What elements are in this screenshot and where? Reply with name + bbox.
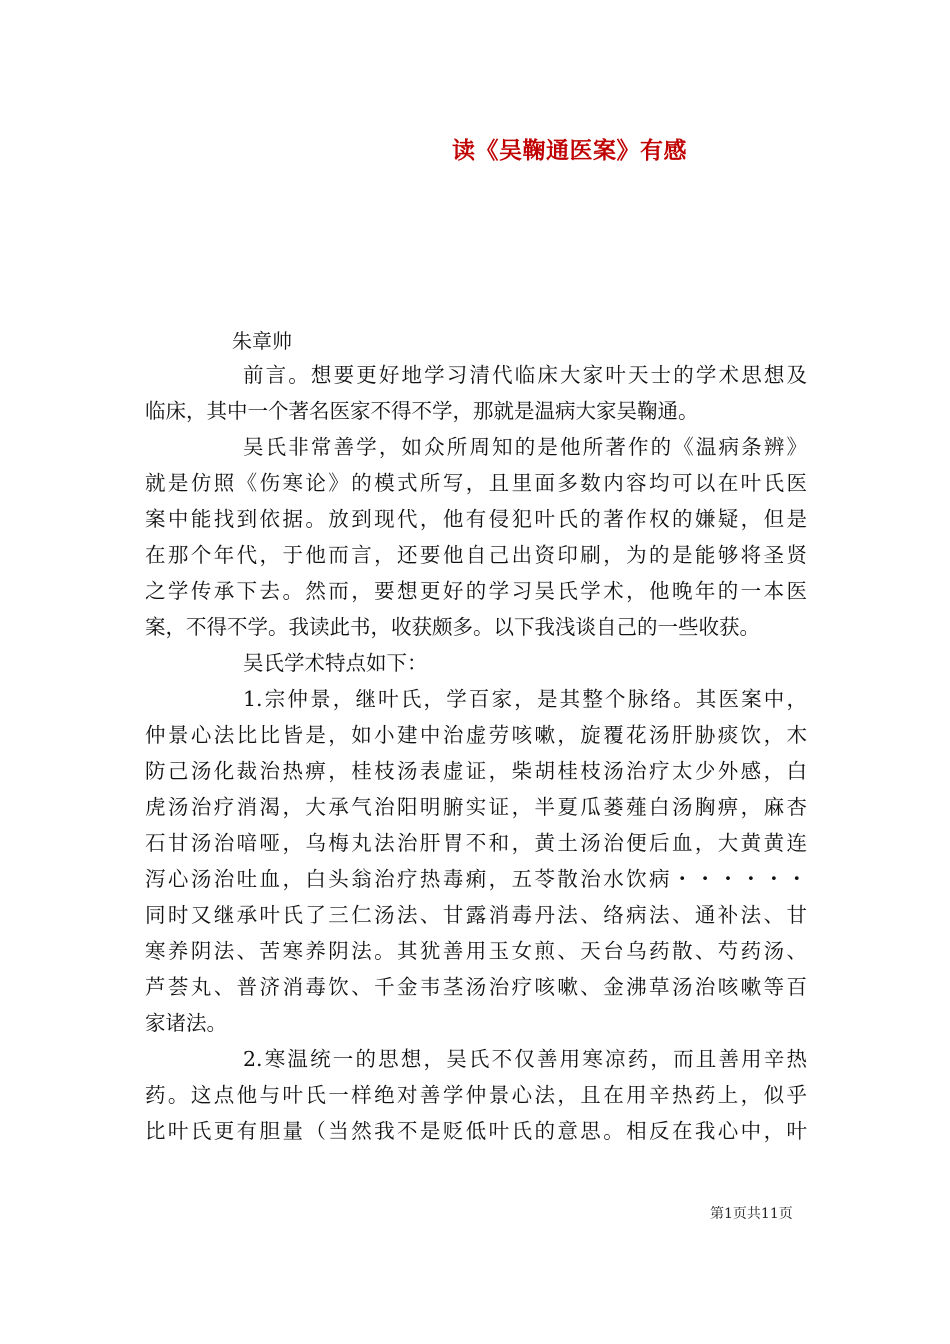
text-line: 就是仿照《伤寒论》的模式所写，且里面多数内容均可以在叶氏医 xyxy=(145,471,807,495)
text-line: 石甘汤治喑哑，乌梅丸法治肝胃不和，黄土汤治便后血，大黄黄连 xyxy=(145,831,807,855)
text-line: 之学传承下去。然而，要想更好的学习吴氏学术，他晚年的一本医 xyxy=(145,579,807,603)
document-title: 读《吴鞠通医案》有感 xyxy=(452,137,687,164)
text-line: 吴氏非常善学，如众所周知的是他所著作的《温病条辨》 xyxy=(243,435,807,459)
text-line: 药。这点他与叶氏一样绝对善学仲景心法，且在用辛热药上，似乎 xyxy=(145,1083,807,1107)
text-line: 2.寒温统一的思想，吴氏不仅善用寒凉药，而且善用辛热 xyxy=(243,1047,807,1071)
page-footer: 第1页共11页 xyxy=(710,1206,793,1222)
text-line: 案，不得不学。我读此书，收获颇多。以下我浅谈自己的一些收获。 xyxy=(145,615,760,639)
text-line: 1.宗仲景，继叶氏，学百家，是其整个脉络。其医案中， xyxy=(243,687,807,711)
text-line: 案中能找到依据。放到现代，他有侵犯叶氏的著作权的嫌疑，但是 xyxy=(145,507,807,531)
text-line: 芦荟丸、普济消毒饮、千金韦茎汤治疗咳嗽、金沸草汤治咳嗽等百 xyxy=(145,975,807,999)
text-line: 吴氏学术特点如下： xyxy=(243,651,428,675)
text-line: 临床，其中一个著名医家不得不学，那就是温病大家吴鞠通。 xyxy=(145,399,699,423)
text-line: 仲景心法比比皆是，如小建中治虚劳咳嗽，旋覆花汤肝胁痰饮，木 xyxy=(145,723,807,747)
text-line: 泻心汤治吐血，白头翁治疗热毒痢，五苓散治水饮病・・・・・・ xyxy=(145,867,807,891)
text-line: 比叶氏更有胆量（当然我不是贬低叶氏的意思。相反在我心中，叶 xyxy=(145,1119,807,1143)
text-line: 家诸法。 xyxy=(145,1011,227,1035)
text-line: 同时又继承叶氏了三仁汤法、甘露消毒丹法、络病法、通补法、甘 xyxy=(145,903,807,927)
text-line: 在那个年代，于他而言，还要他自己出资印刷，为的是能够将圣贤 xyxy=(145,543,807,567)
text-line: 防己汤化裁治热痹，桂枝汤表虚证，柴胡桂枝汤治疗太少外感，白 xyxy=(145,759,807,783)
body-text xyxy=(145,357,807,1149)
text-line: 前言。想要更好地学习清代临床大家叶天士的学术思想及 xyxy=(243,363,807,387)
text-line: 虎汤治疗消渴，大承气治阳明腑实证，半夏瓜蒌薤白汤胸痹，麻杏 xyxy=(145,795,807,819)
text-line: 寒养阴法、苦寒养阴法。其犹善用玉女煎、天台乌药散、芍药汤、 xyxy=(145,939,807,963)
author-name: 朱章帅 xyxy=(232,329,292,353)
